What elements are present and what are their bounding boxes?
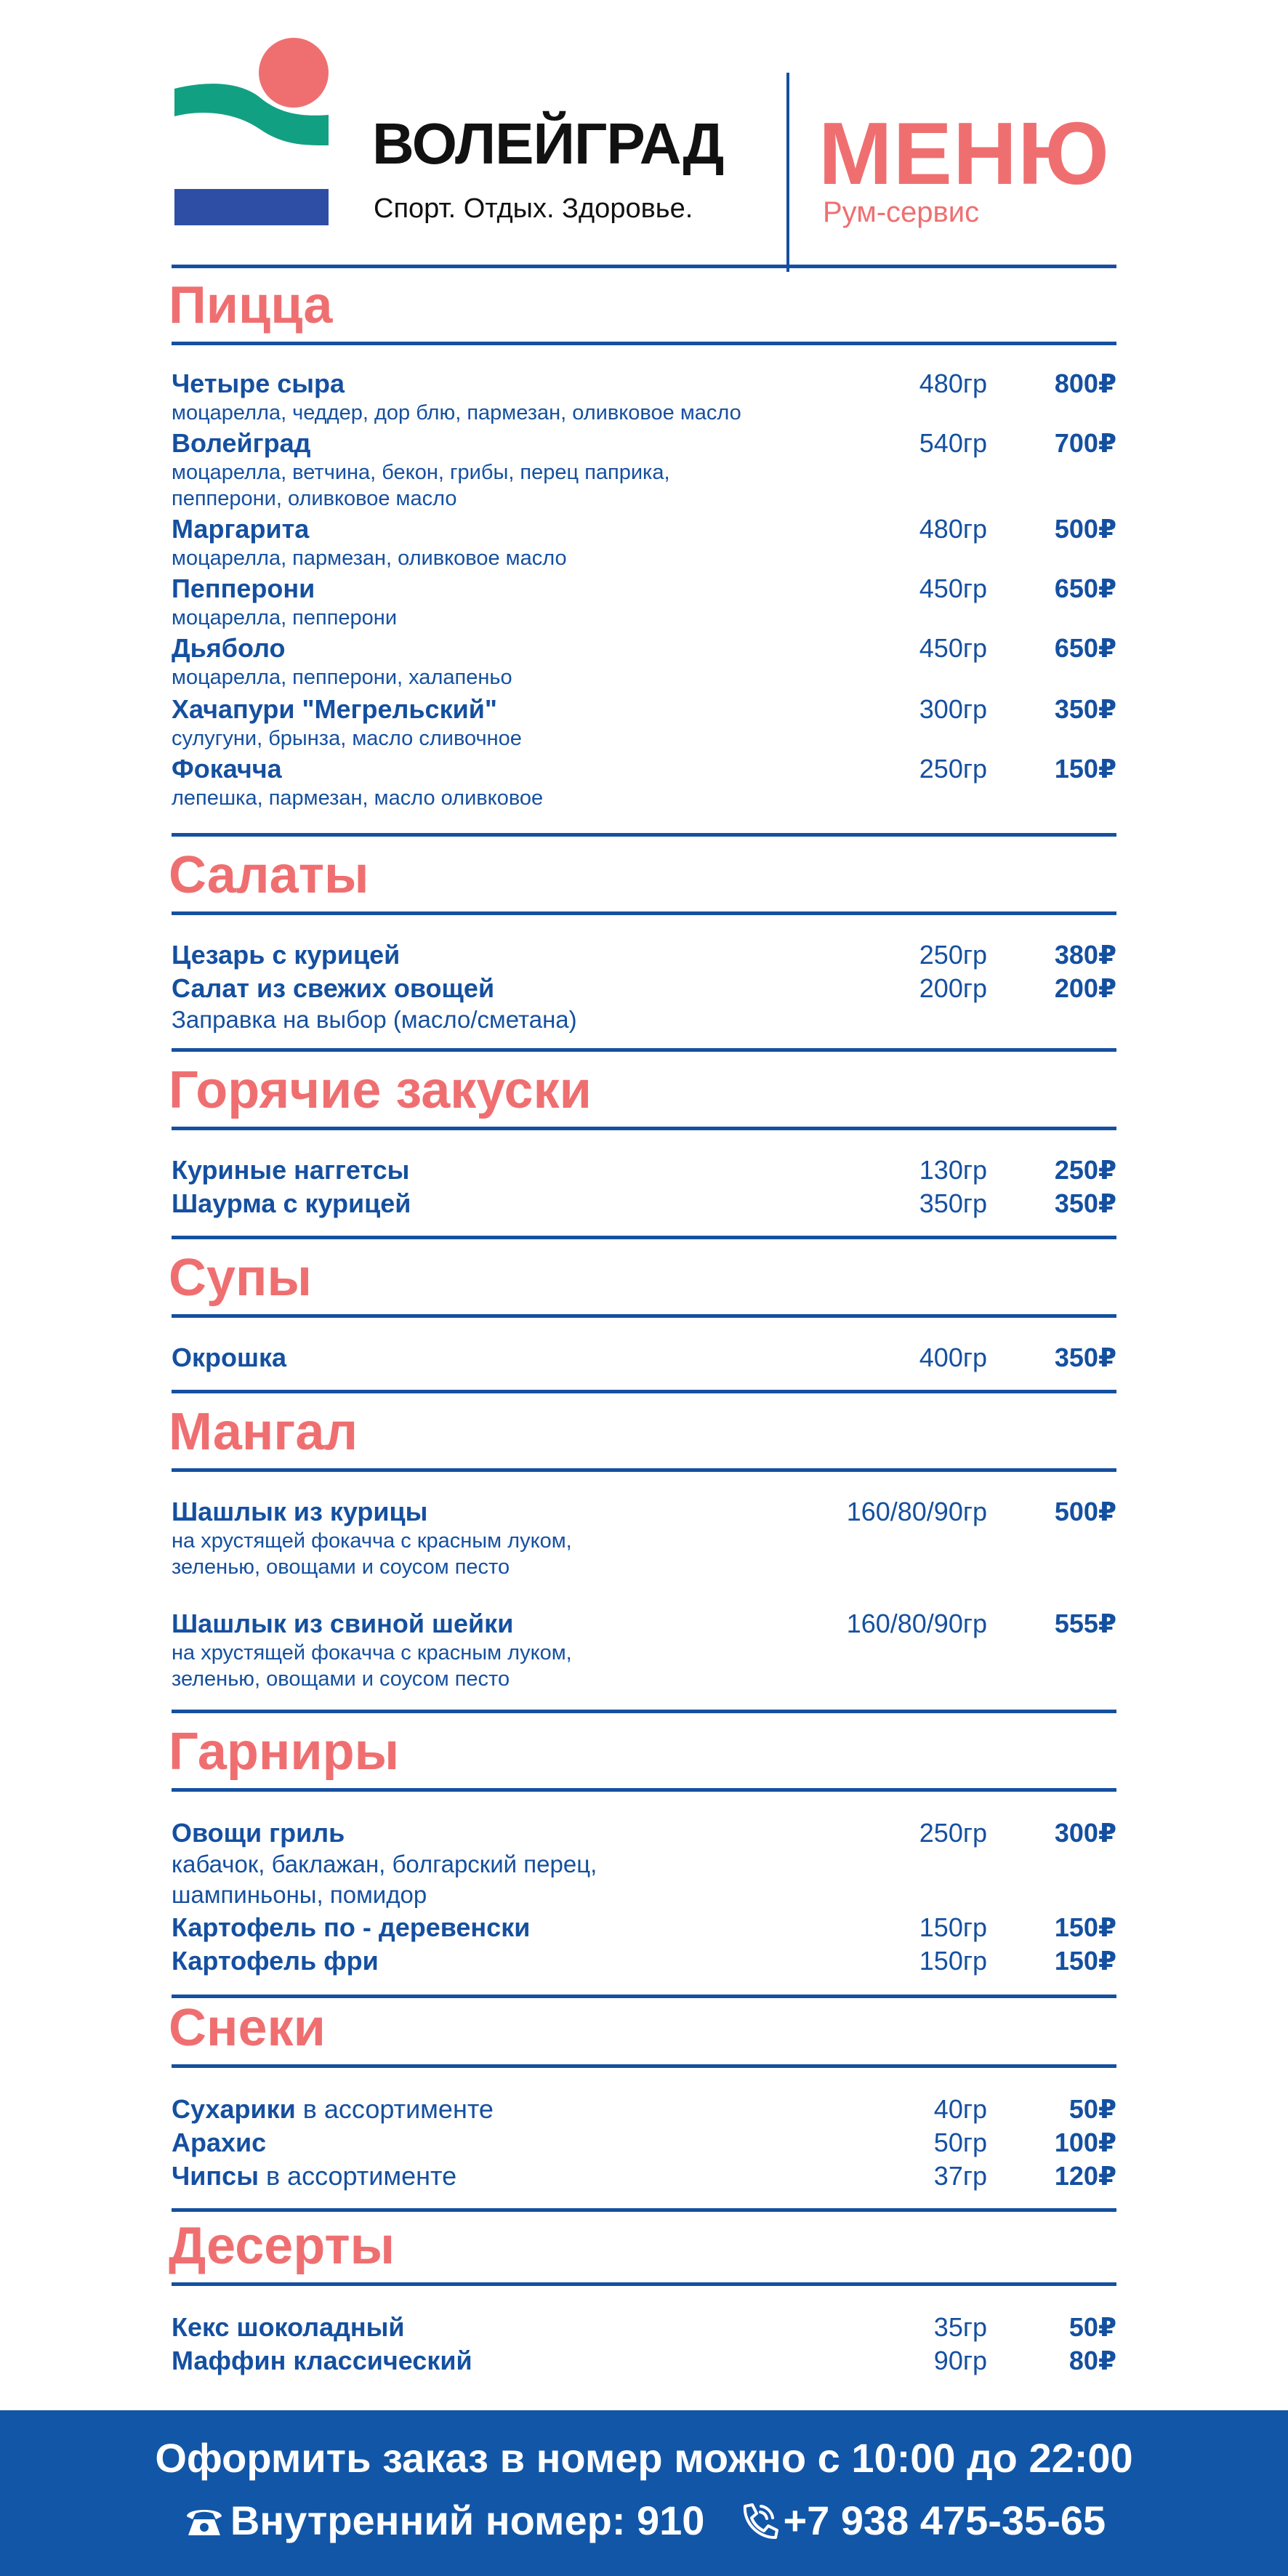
item-weight: 37гр	[933, 2161, 987, 2191]
item-description: моцарелла, чеддер, дор блю, пармезан, оливковое масло	[172, 401, 741, 424]
item-name: Хачапури "Мегрельский"	[172, 694, 497, 724]
item-weight: 160/80/90гр	[846, 1609, 987, 1638]
menu-item	[172, 1945, 1116, 1977]
item-description: лепешка, пармезан, масло оливковое	[172, 786, 544, 810]
brand-name: ВОЛЕЙГРАД	[372, 111, 724, 176]
item-weight: 150гр	[919, 1912, 987, 1942]
section-divider	[172, 265, 1116, 268]
menu-item	[172, 368, 1116, 426]
item-name: Цезарь с курицей	[172, 940, 401, 970]
item-name: Пепперони	[172, 573, 315, 603]
item-weight: 480гр	[919, 369, 987, 398]
item-weight: 450гр	[919, 573, 987, 603]
section-divider	[172, 833, 1116, 837]
menu-item	[172, 1817, 1116, 1910]
item-name: Маргарита	[172, 514, 310, 544]
item-name: Дьяболо	[172, 633, 286, 663]
section-title-salads: Салаты	[169, 846, 369, 904]
section-divider	[172, 1710, 1116, 1713]
item-name	[172, 2093, 494, 2125]
section-divider	[172, 1048, 1116, 1052]
menu-item	[172, 2311, 1116, 2343]
item-price: 150₽	[1054, 754, 1116, 784]
item-weight: 200гр	[919, 973, 987, 1003]
item-weight: 40гр	[933, 2094, 987, 2124]
order-hours: Оформить заказ в номер можно с 10:00 до 22:00	[155, 2435, 1133, 2481]
contact-line	[0, 2497, 1288, 2546]
section-divider	[172, 1236, 1116, 1239]
item-price: 380₽	[1054, 940, 1116, 970]
section-divider	[172, 1995, 1116, 1998]
item-description: моцарелла, пармезан, оливковое масло	[172, 547, 567, 570]
footer-banner	[0, 2410, 1288, 2576]
header	[0, 0, 1288, 276]
item-price: 80₽	[1068, 2346, 1116, 2375]
menu-item	[172, 1342, 1116, 1374]
item-price: 150₽	[1054, 1946, 1116, 1976]
item-price: 650₽	[1054, 573, 1116, 603]
item-name: Фокачча	[172, 754, 282, 784]
item-price: 350₽	[1054, 694, 1116, 724]
item-price: 350₽	[1054, 1343, 1116, 1372]
section-divider	[172, 2282, 1116, 2286]
section-title-grill: Мангал	[169, 1403, 358, 1461]
item-description: зеленью, овощами и соусом песто	[172, 1667, 510, 1691]
item-name: Шашлык из свиной шейки	[172, 1609, 514, 1638]
internal-phone[interactable]: Внутренний номер: 910	[230, 2497, 705, 2543]
item-price: 500₽	[1054, 1497, 1116, 1526]
header-divider	[786, 73, 789, 272]
section-divider	[172, 1788, 1116, 1792]
item-description: моцарелла, ветчина, бекон, грибы, перец паприка,	[172, 461, 670, 484]
item-description: сулугуни, брынза, масло сливочное	[172, 727, 522, 750]
item-name: Шашлык из курицы	[172, 1497, 428, 1526]
menu-item	[172, 939, 1116, 971]
item-name: Окрошка	[172, 1343, 287, 1372]
item-name	[172, 2160, 456, 2192]
item-name: Куриные наггетсы	[172, 1155, 410, 1185]
menu-item	[172, 753, 1116, 811]
mobile-phone[interactable]: +7 938 475-35-65	[783, 2497, 1106, 2543]
item-price: 150₽	[1054, 1912, 1116, 1942]
menu-item	[172, 573, 1116, 631]
item-weight: 480гр	[919, 514, 987, 544]
item-price: 555₽	[1054, 1609, 1116, 1638]
menu-item	[172, 1154, 1116, 1186]
menu-item	[172, 1188, 1116, 1220]
item-description: моцарелла, пепперони	[172, 606, 398, 629]
section-title-soups: Супы	[169, 1249, 313, 1307]
item-description: шампиньоны, помидор	[172, 1881, 427, 1908]
item-price: 300₽	[1054, 1818, 1116, 1848]
item-name: Картофель фри	[172, 1946, 379, 1976]
item-weight: 130гр	[919, 1155, 987, 1185]
menu-item	[172, 2345, 1116, 2377]
item-description: на хрустящей фокачча с красным луком,	[172, 1529, 572, 1553]
item-price: 50₽	[1068, 2094, 1116, 2124]
item-description: кабачок, баклажан, болгарский перец,	[172, 1851, 597, 1877]
item-weight: 450гр	[919, 633, 987, 663]
item-weight: 400гр	[919, 1343, 987, 1372]
item-weight: 35гр	[933, 2312, 987, 2342]
item-description: зеленью, овощами и соусом песто	[172, 1555, 510, 1579]
section-title-desserts: Десерты	[169, 2217, 395, 2275]
item-description: пепперони, оливковое масло	[172, 487, 457, 510]
item-price: 250₽	[1054, 1155, 1116, 1185]
volleygrad-logo-icon	[174, 36, 329, 225]
menu-title: МЕНЮ	[818, 104, 1110, 203]
item-weight: 250гр	[919, 940, 987, 970]
section-divider	[172, 342, 1116, 345]
section-divider	[172, 1127, 1116, 1130]
menu-item	[172, 632, 1116, 691]
item-name: Салат из свежих овощей	[172, 973, 495, 1003]
menu-item	[172, 2127, 1116, 2159]
brand-tagline: Спорт. Отдых. Здоровье.	[374, 193, 693, 224]
item-weight: 90гр	[933, 2346, 987, 2375]
item-description: на хрустящей фокачча с красным луком,	[172, 1641, 572, 1665]
item-weight: 160/80/90гр	[846, 1497, 987, 1526]
item-name: Картофель по - деревенски	[172, 1912, 531, 1942]
item-weight: 350гр	[919, 1188, 987, 1218]
item-name: Арахис	[172, 2128, 267, 2157]
section-title-hot-snacks: Горячие закуски	[169, 1061, 592, 1119]
item-price: 500₽	[1054, 514, 1116, 544]
item-price: 50₽	[1068, 2312, 1116, 2342]
item-name: Кекс шоколадный	[172, 2312, 405, 2342]
menu-item	[172, 1496, 1116, 1580]
item-price: 100₽	[1054, 2128, 1116, 2157]
section-title-sides: Гарниры	[169, 1723, 400, 1781]
menu-item	[172, 427, 1116, 512]
menu-subtitle: Рум-сервис	[823, 196, 980, 228]
section-divider	[172, 2064, 1116, 2068]
item-price: 120₽	[1054, 2161, 1116, 2191]
item-name: Шаурма с курицей	[172, 1188, 411, 1218]
item-price: 350₽	[1054, 1188, 1116, 1218]
menu-item	[172, 2093, 1116, 2125]
item-price: 200₽	[1054, 973, 1116, 1003]
item-weight: 540гр	[919, 428, 987, 458]
item-description: моцарелла, пепперони, халапеньо	[172, 666, 512, 689]
section-divider	[172, 2208, 1116, 2212]
item-price: 800₽	[1054, 369, 1116, 398]
item-price: 650₽	[1054, 633, 1116, 663]
section-divider	[172, 1390, 1116, 1393]
item-weight: 300гр	[919, 694, 987, 724]
menu-item	[172, 973, 1116, 1035]
item-description: Заправка на выбор (масло/сметана)	[172, 1006, 577, 1033]
item-name: Волейград	[172, 428, 311, 458]
item-name-bold: Сухарики	[172, 2094, 296, 2124]
item-name-suffix: в ассортименте	[295, 2094, 494, 2124]
phone-call-icon	[738, 2502, 778, 2546]
section-title-snacks: Снеки	[169, 1999, 326, 2057]
item-name: Овощи гриль	[172, 1818, 345, 1848]
item-name-bold: Чипсы	[172, 2161, 259, 2191]
item-name: Четыре сыра	[172, 369, 345, 398]
item-name-suffix: в ассортименте	[258, 2161, 457, 2191]
item-weight: 150гр	[919, 1946, 987, 1976]
menu-item	[172, 1608, 1116, 1692]
menu-item	[172, 513, 1116, 571]
section-divider	[172, 911, 1116, 915]
item-name: Маффин классический	[172, 2346, 472, 2375]
menu-item	[172, 693, 1116, 752]
item-weight: 250гр	[919, 1818, 987, 1848]
item-weight: 50гр	[933, 2128, 987, 2157]
section-divider	[172, 1314, 1116, 1318]
item-weight: 250гр	[919, 754, 987, 784]
section-divider	[172, 1468, 1116, 1472]
menu-item	[172, 1912, 1116, 1944]
section-title-pizza: Пицца	[169, 276, 333, 334]
item-price: 700₽	[1054, 428, 1116, 458]
phone-icon	[182, 2503, 226, 2545]
menu-item	[172, 2160, 1116, 2192]
